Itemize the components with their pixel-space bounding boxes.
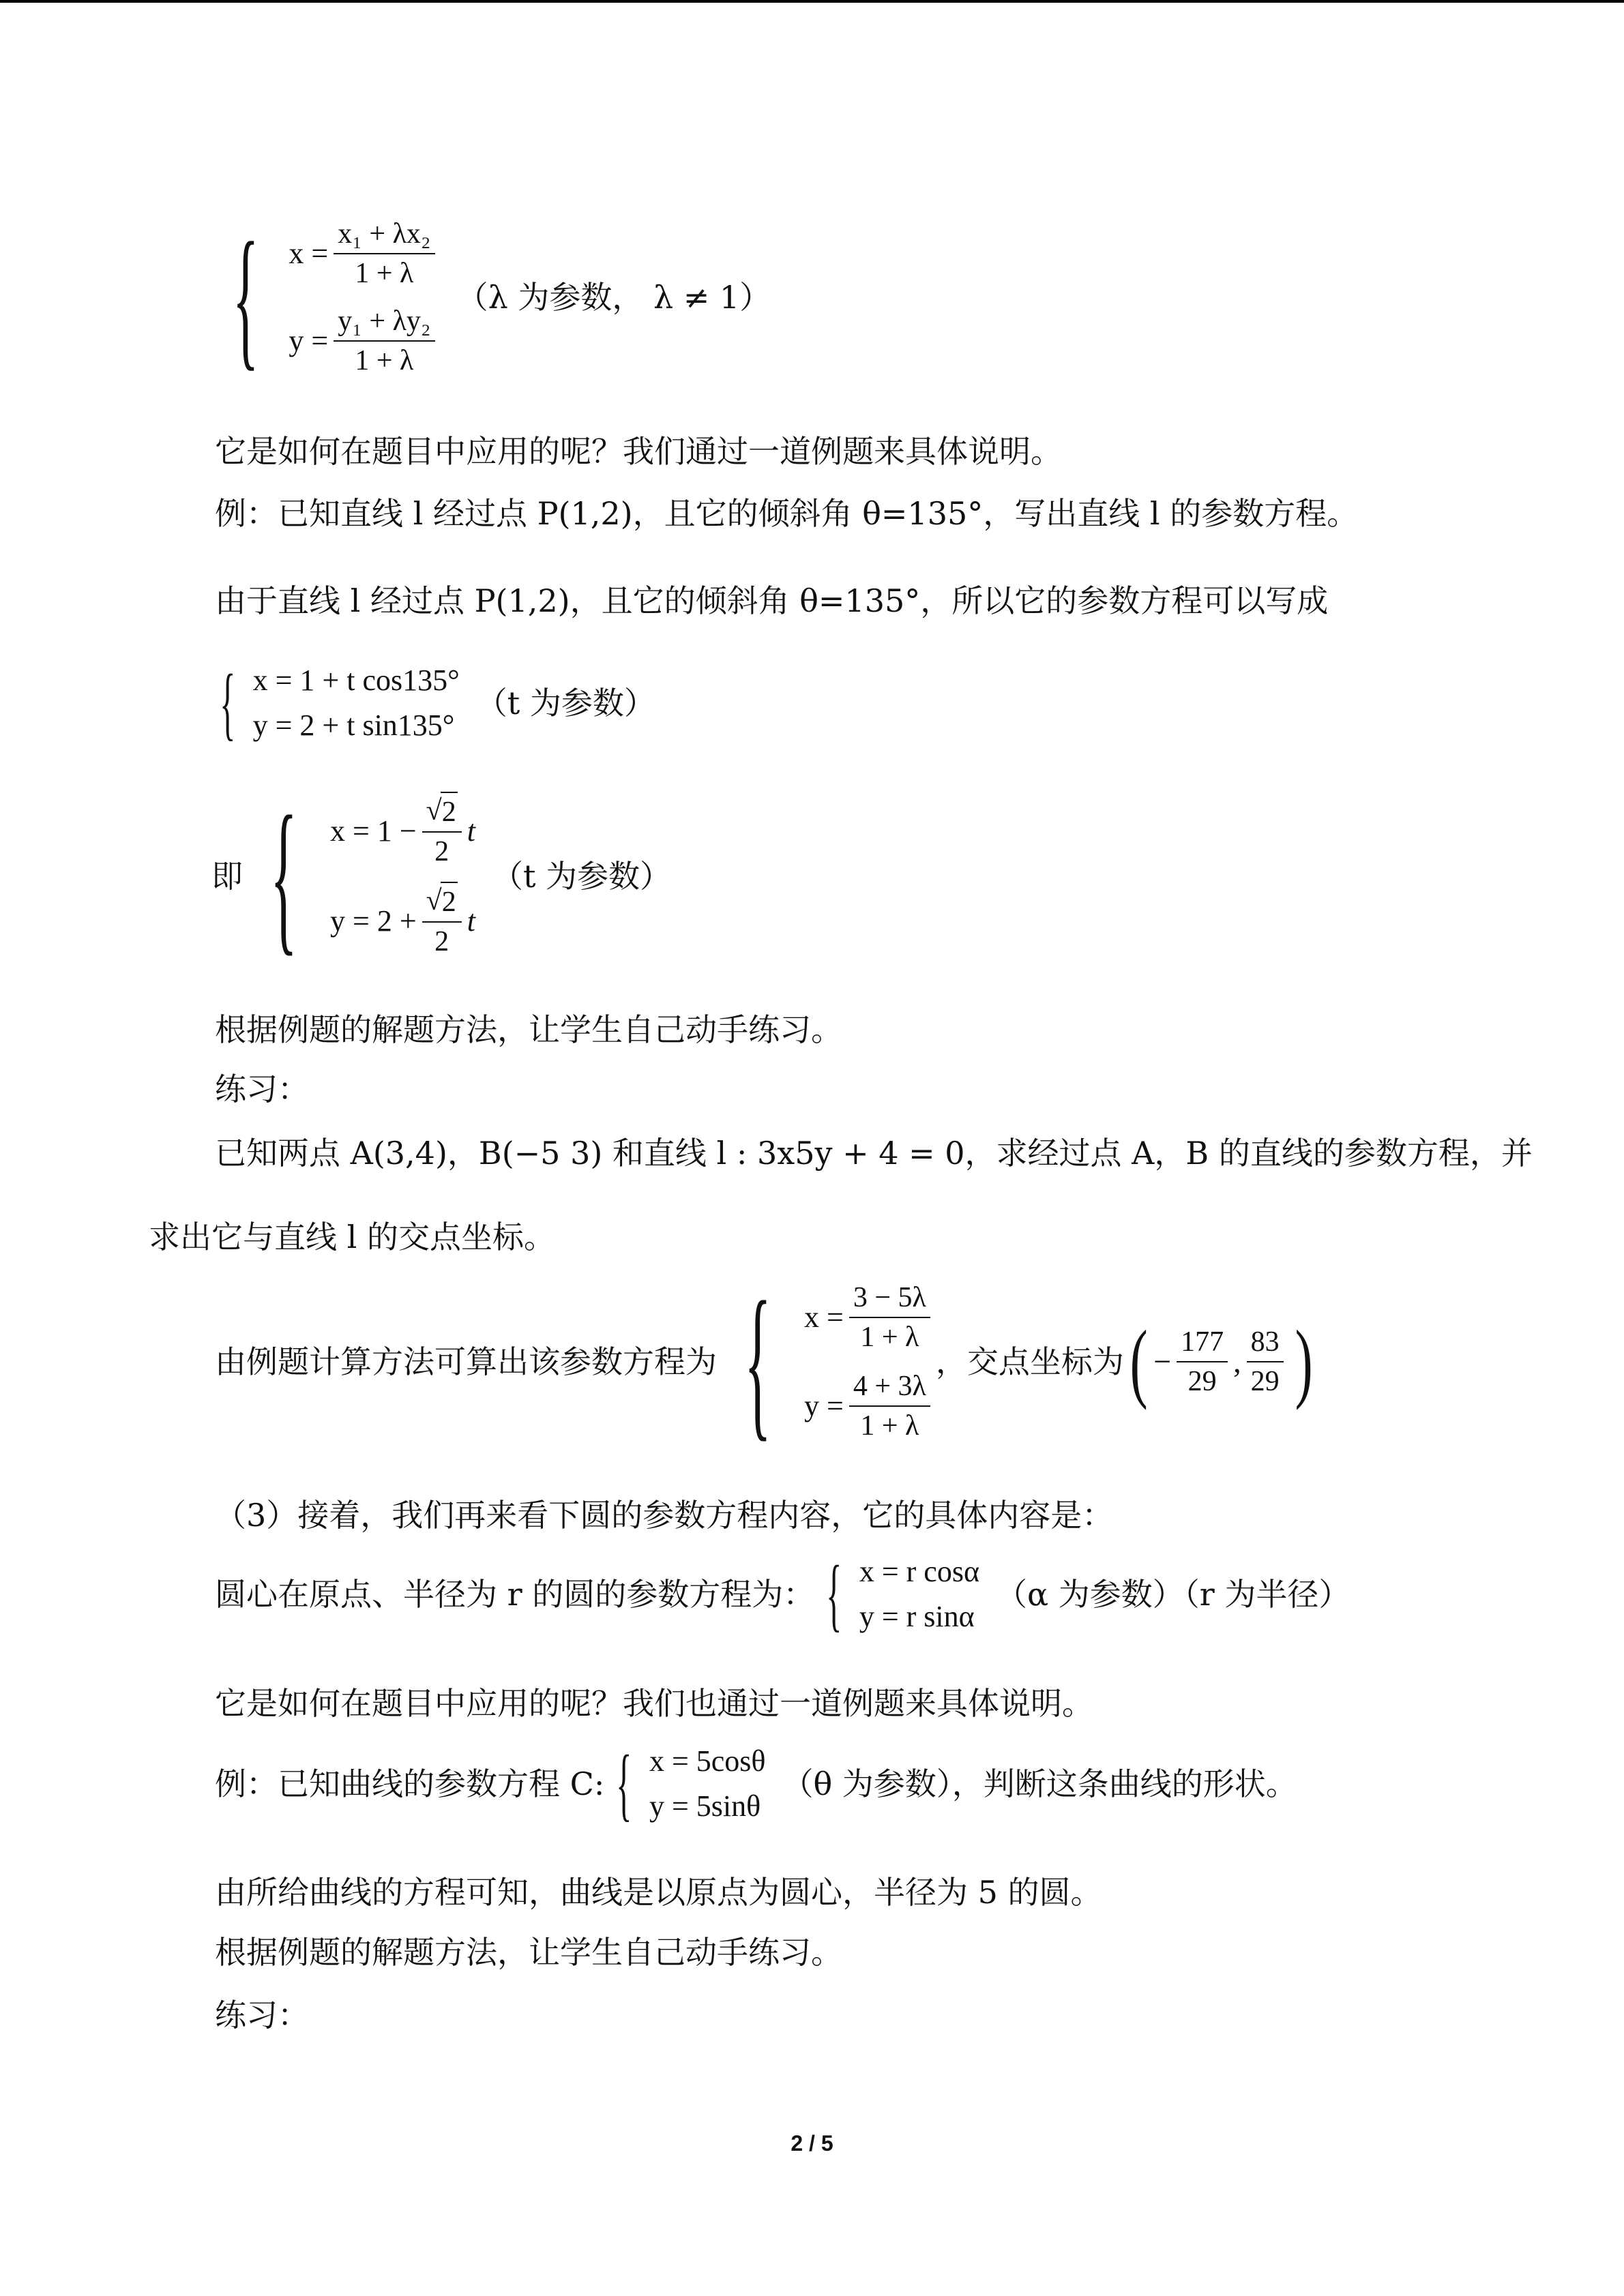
ratio-y-equation: y = $\frac{\text{y₁ + λy₂}}{1 + \lambda}$ bbox=[289, 302, 440, 380]
page-number: 2 / 5 bbox=[791, 2131, 833, 2156]
top-border bbox=[0, 0, 1624, 3]
left-brace: { bbox=[232, 210, 259, 384]
left-brace: { bbox=[826, 1549, 842, 1639]
answer-x-equation: x = $\frac{3 - 5\lambda}{1 + \lambda}$ bbox=[804, 1279, 936, 1356]
paragraph-apply-2: 它是如何在题目中应用的呢？我们也通过一道例题来具体说明。 bbox=[215, 1685, 1093, 1722]
paragraph-practice-label-2: 练习： bbox=[215, 1997, 309, 2033]
simplified-param-note: （t 为参数） bbox=[491, 858, 672, 895]
fraction: $\frac{\text{y₁ + λy₂}}{1 + \lambda}$ bbox=[334, 302, 434, 380]
paragraph-practice-intro-2: 根据例题的解题方法，让学生自己动手练习。 bbox=[215, 1934, 842, 1971]
paragraph-solution-1: 由于直线 l 经过点 P(1,2)，且它的倾斜角 θ=135°，所以它的参数方程可以写成 bbox=[215, 582, 1329, 619]
left-brace: { bbox=[616, 1738, 632, 1829]
left-brace: { bbox=[270, 781, 297, 970]
ratio-x-equation: x = $\frac{\text{x₁ + λx₂}}{1 + \lambda}$ bbox=[289, 215, 440, 293]
left-brace: { bbox=[220, 657, 236, 748]
fraction: $\frac{177}{29}$ bbox=[1177, 1323, 1228, 1401]
answer-y-equation: y = $\frac{4 + 3\lambda}{1 + \lambda}$ bbox=[804, 1367, 936, 1445]
ratio-param-note: （λ 为参数， λ ≠ 1） bbox=[456, 279, 771, 316]
exercise-answer: 由例题计算方法可算出该参数方程为 { x = $\frac{3 - 5\lambda}{1 + \lambda}$ y = $\frac{4 + 3\lambda}{1 + \lambda}$ ，交点坐标为 ( − $\frac{177}{29}$ , $\frac{83}{29}$ ) bbox=[215, 1277, 1318, 1447]
simplified-y-equation: y = 2 + √ 2 2 t bbox=[330, 882, 475, 961]
line-x-equation: x = 1 + t cos135° bbox=[252, 664, 460, 697]
line-equation-system bbox=[208, 657, 655, 748]
simplified-x-equation: x = 1 − √ 2 2 t bbox=[330, 792, 475, 871]
ratio-equation-system bbox=[208, 210, 771, 384]
circle-x-equation: x = r cosα bbox=[859, 1555, 980, 1588]
paragraph-exercise-line1: 已知两点 A(3,4)，B(−5 3) 和直线 l : 3x5y + 4 = 0，求经过点 A，B 的直线的参数方程，并 bbox=[215, 1135, 1533, 1172]
paragraph-practice-intro: 根据例题的解题方法，让学生自己动手练习。 bbox=[215, 1011, 842, 1048]
paragraph-example-1: 例：已知直线 l 经过点 P(1,2)，且它的倾斜角 θ=135°，写出直线 l 的参数方程。 bbox=[215, 495, 1359, 532]
intersection-point: ( − $\frac{177}{29}$ , $\frac{83}{29}$ ) bbox=[1130, 1313, 1313, 1411]
example-2: 例：已知曲线的参数方程 C: { x = 5cosθ y = 5sinθ （θ 为参数），判断这条曲线的形状。 bbox=[215, 1738, 1297, 1829]
fraction: $\frac{\text{x₁ + λx₂}}{1 + \lambda}$ bbox=[334, 215, 434, 293]
circle-definition: 圆心在原点、半径为 r 的圆的参数方程为： { x = r cosα y = r sinα （α 为参数）（r 为半径） bbox=[215, 1549, 1350, 1639]
fraction: √ 2 2 bbox=[422, 792, 462, 871]
example2-y-equation: y = 5sinθ bbox=[649, 1789, 761, 1823]
sqrt-symbol: √ 2 bbox=[426, 882, 458, 921]
fraction: $\frac{4 + 3\lambda}{1 + \lambda}$ bbox=[849, 1367, 930, 1445]
fraction: $\frac{83}{29}$ bbox=[1247, 1323, 1284, 1401]
example2-x-equation: x = 5cosθ bbox=[649, 1744, 766, 1778]
paragraph-circle-intro: （3）接着，我们再来看下圆的参数方程内容，它的具体内容是： bbox=[215, 1497, 1114, 1534]
fraction: √ 2 2 bbox=[422, 882, 462, 961]
left-brace: { bbox=[744, 1267, 771, 1456]
equivalence-label: 即 bbox=[211, 858, 243, 895]
fraction: $\frac{3 - 5\lambda}{1 + \lambda}$ bbox=[849, 1279, 930, 1356]
paragraph-apply-1: 它是如何在题目中应用的呢？我们通过一道例题来具体说明。 bbox=[215, 433, 1062, 470]
line-y-equation: y = 2 + t sin135° bbox=[252, 709, 455, 742]
paragraph-solution-2: 由所给曲线的方程可知，曲线是以原点为圆心，半径为 5 的圆。 bbox=[215, 1874, 1102, 1911]
paragraph-exercise-line2: 求出它与直线 l 的交点坐标。 bbox=[149, 1219, 555, 1255]
sqrt-symbol: √ 2 bbox=[426, 792, 458, 831]
paragraph-practice-label: 练习： bbox=[215, 1071, 309, 1107]
line-param-note: （t 为参数） bbox=[475, 685, 655, 721]
circle-y-equation: y = r sinα bbox=[859, 1600, 975, 1633]
line-equation-simplified bbox=[211, 781, 672, 970]
